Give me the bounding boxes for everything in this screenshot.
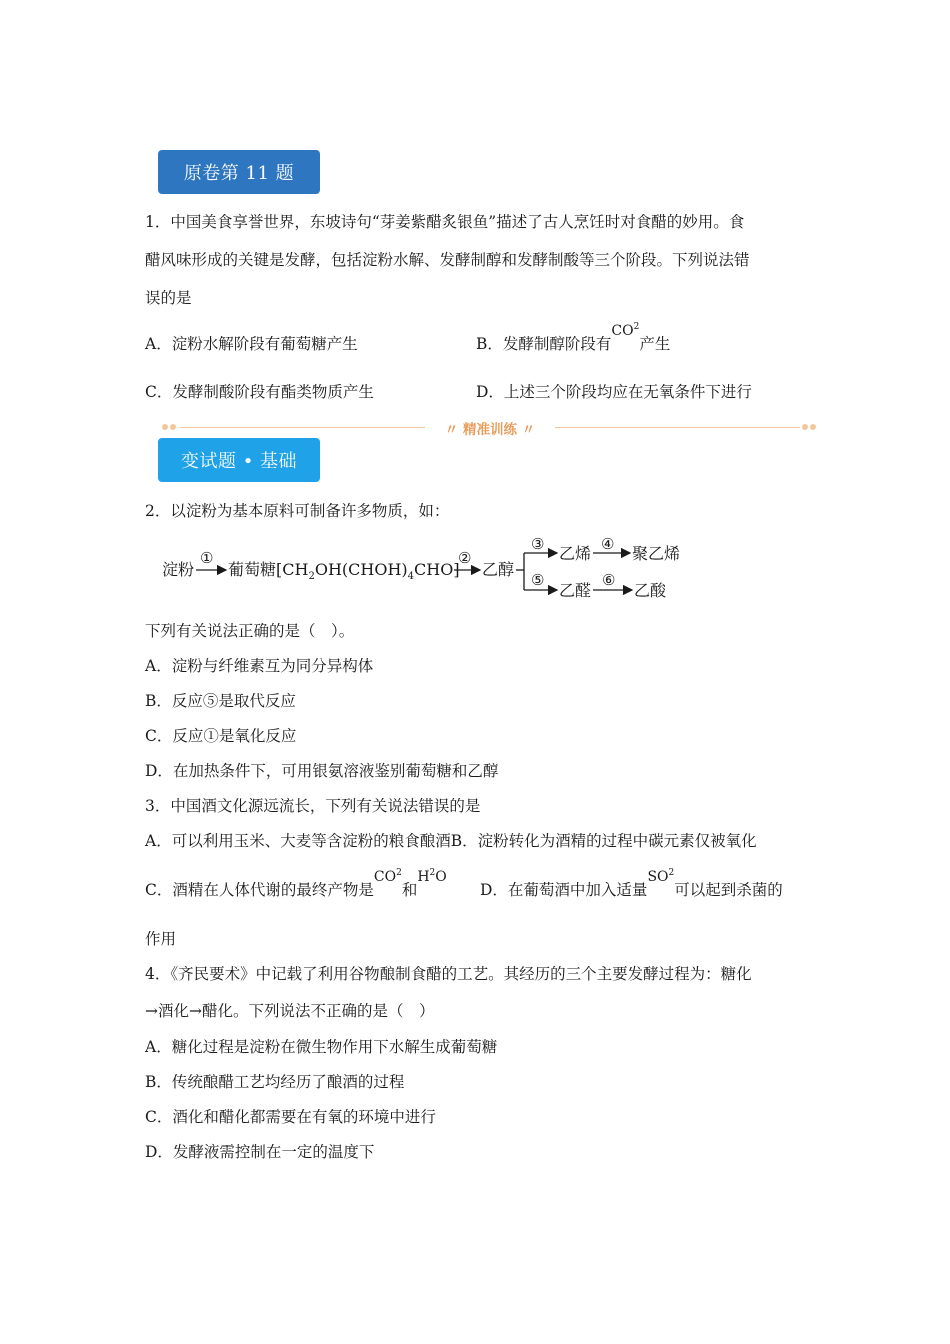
q3-co2 [374, 869, 402, 885]
q3-stem: 3．中国酒文化源远流长，下列有关说法错误的是 [145, 797, 481, 815]
scheme-step-4: ④ [601, 535, 615, 553]
q3-so2-formula: SO [647, 869, 669, 885]
q1-option-b-suffix: 产生 [639, 335, 671, 353]
q2-option-a: A．淀粉与纤维素互为同分异构体 [145, 657, 374, 675]
q2-option-c: C．反应①是氧化反应 [145, 727, 297, 745]
q4-option-b: B．传统酿醋工艺均经历了酿酒的过程 [145, 1073, 405, 1091]
q2-stem: 2．以淀粉为基本原料可制备许多物质，如： [145, 502, 450, 520]
scheme-step-6: ⑥ [602, 571, 616, 589]
scheme-ethanol: 乙醇 [482, 560, 515, 579]
q2-option-b: B．反应⑤是取代反应 [145, 692, 296, 710]
q3-so2 [647, 869, 674, 885]
q4-stem-line2: →酒化→醋化。下列说法不正确的是（ ） [145, 1002, 435, 1020]
q4-option-a: A．糖化过程是淀粉在微生物作用下水解生成葡萄糖 [145, 1038, 498, 1056]
divider-dot-right-2 [810, 424, 816, 430]
q1-option-c: C．发酵制酸阶段有酯类物质产生 [145, 383, 374, 401]
q3-and: 和 [401, 881, 418, 899]
original-question-badge [158, 150, 320, 194]
scheme-step-3: ③ [531, 535, 545, 553]
q3-h2o-subscript: 2 [429, 868, 436, 878]
q3-options-ab: A．可以利用玉米、大麦等含淀粉的粮食酿酒B．淀粉转化为酒精的过程中碳元素仅被氧化 [145, 832, 757, 850]
divider-dot-right [802, 424, 808, 430]
q1-stem-line3: 误的是 [145, 289, 192, 307]
scheme-acetic-acid: 乙酸 [634, 581, 667, 600]
divider-label: 〃 精准训练 〃 [444, 422, 536, 438]
q1-co2-subscript: 2 [633, 322, 640, 332]
divider-rule-left [180, 427, 425, 428]
q3-option-d-suffix: 可以起到杀菌的 [674, 881, 783, 899]
q1-option-b-prefix: B．发酵制醇阶段有 [476, 335, 612, 353]
q3-option-d-prefix: D．在葡萄酒中加入适量 [480, 881, 648, 899]
q3-option-d-continued: 作用 [145, 930, 177, 948]
scheme-step-2: ② [458, 549, 472, 567]
q3-co2-subscript: 2 [396, 868, 402, 878]
q4-stem-line1: 4．《齐民要术》中记载了利用谷物酿制食醋的工艺。其经历的三个主要发酵过程为：糖化 [145, 965, 752, 983]
divider-dot-left [162, 424, 168, 430]
section-divider [160, 418, 820, 436]
scheme-polyethylene: 聚乙烯 [632, 544, 681, 563]
q3-option-d [480, 868, 783, 903]
q1-stem-line2: 醋风味形成的关键是发酵，包括淀粉水解、发酵制醇和发酵制酸等三个阶段。下列说法错 [145, 251, 750, 269]
scheme-ethylene: 乙烯 [559, 544, 592, 563]
reaction-scheme [160, 535, 720, 610]
q4-option-d: D．发酵液需控制在一定的温度下 [145, 1143, 375, 1161]
q4-option-c: C．酒化和醋化都需要在有氧的环境中进行 [145, 1108, 436, 1126]
q3-option-c-prefix: C．酒精在人体代谢的最终产物是 [145, 881, 374, 899]
q1-stem-line1: 1．中国美食享誉世界，东坡诗句“芽姜紫醋炙银鱼”描述了古人烹饪时对食醋的妙用。食 [145, 213, 745, 231]
divider-rule-right [555, 427, 800, 428]
q3-option-c [145, 868, 447, 903]
scheme-starch: 淀粉 [162, 560, 195, 579]
q2-option-d: D．在加热条件下，可用银氨溶液鉴别葡萄糖和乙醇 [145, 762, 499, 780]
scheme-step-5: ⑤ [531, 571, 545, 589]
q3-h2o-o: O [435, 869, 447, 885]
q3-h2o-h: H [417, 869, 430, 885]
q1-co2-formula: CO [611, 323, 634, 339]
q3-co2-formula: CO [373, 869, 397, 885]
original-question-label: 原卷第 11 题 [183, 163, 295, 184]
divider-dot-left-2 [170, 424, 176, 430]
scheme-acetaldehyde: 乙醛 [559, 581, 592, 600]
q1-option-b [476, 322, 671, 357]
q3-h2o [417, 869, 446, 885]
variant-question-label: 变试题 • 基础 [180, 451, 298, 472]
scheme-glucose: 葡萄糖$[CH_2OH(CHOH)_4CHO]$ [228, 560, 460, 582]
scheme-step-1: ① [200, 549, 214, 567]
q3-so2-subscript: 2 [668, 868, 675, 878]
q1-option-a: A．淀粉水解阶段有葡萄糖产生 [145, 335, 358, 353]
q1-co2 [611, 323, 639, 339]
q1-option-d: D．上述三个阶段均应在无氧条件下进行 [476, 383, 752, 401]
variant-question-badge [158, 438, 320, 482]
q2-question: 下列有关说法正确的是（ ）。 [145, 622, 355, 640]
